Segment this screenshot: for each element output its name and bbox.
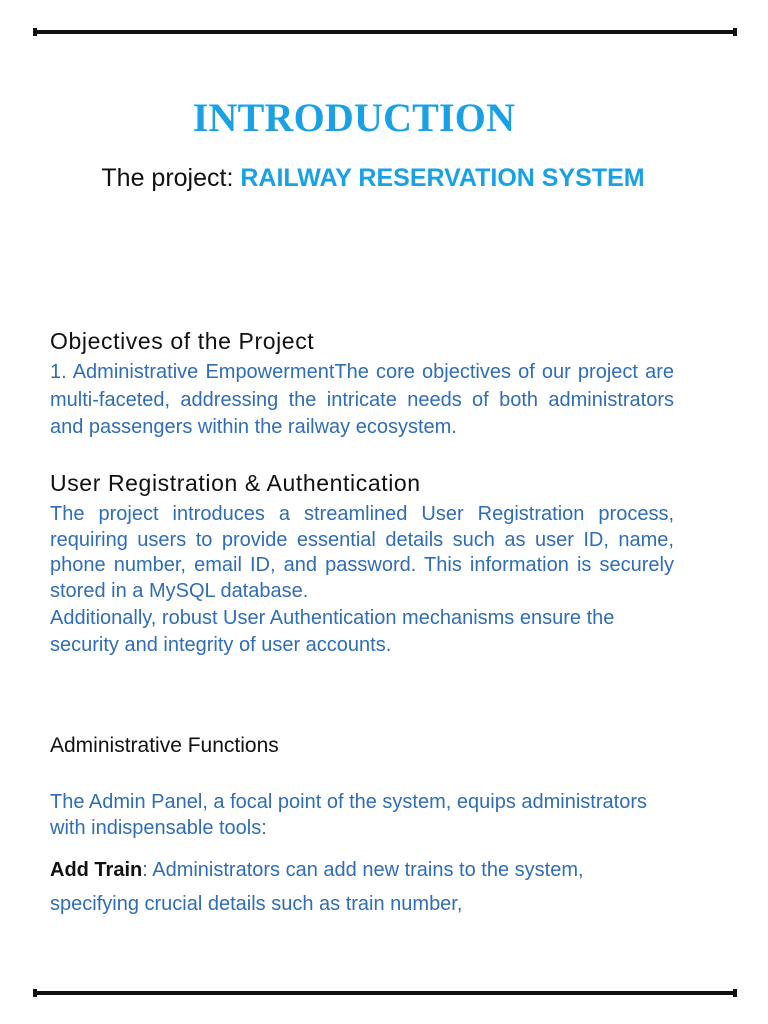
admin-functions-heading: Administrative Functions: [50, 734, 279, 757]
admin-panel-paragraph: The Admin Panel, a focal point of the system, equips administrators with indispensable tools:: [50, 791, 647, 839]
objectives-paragraph: 1. Administrative EmpowermentThe core objectives of our project are multi-faceted, addressing the intricate needs of both administrators and passengers within the railway ecosystem.: [50, 361, 674, 438]
objectives-heading: Objectives of the Project: [50, 328, 315, 354]
page-title: INTRODUCTION: [192, 95, 516, 140]
authentication-paragraph: Additionally, robust User Authentication mechanisms ensure the security and integrity of user accounts.: [50, 607, 615, 656]
bottom-border-rule: [33, 991, 737, 995]
project-name: RAILWAY RESERVATION SYSTEM: [240, 164, 645, 192]
project-subtitle: [0, 164, 746, 193]
add-train-paragraph: [50, 853, 674, 921]
registration-heading: User Registration & Authentication: [50, 470, 421, 496]
subtitle-prefix: The project:: [101, 164, 241, 192]
add-train-label: Add Train: [50, 859, 143, 881]
add-train-text: : Administrators can add new trains to the system, specifying crucial details such as train number,: [50, 859, 584, 915]
top-border-rule: [33, 30, 737, 34]
registration-paragraph: The project introduces a streamlined User Registration process, requiring users to provide essential details such as user ID, name, phone number, email ID, and password. This information is securely stored in a MySQL database.: [50, 503, 674, 602]
